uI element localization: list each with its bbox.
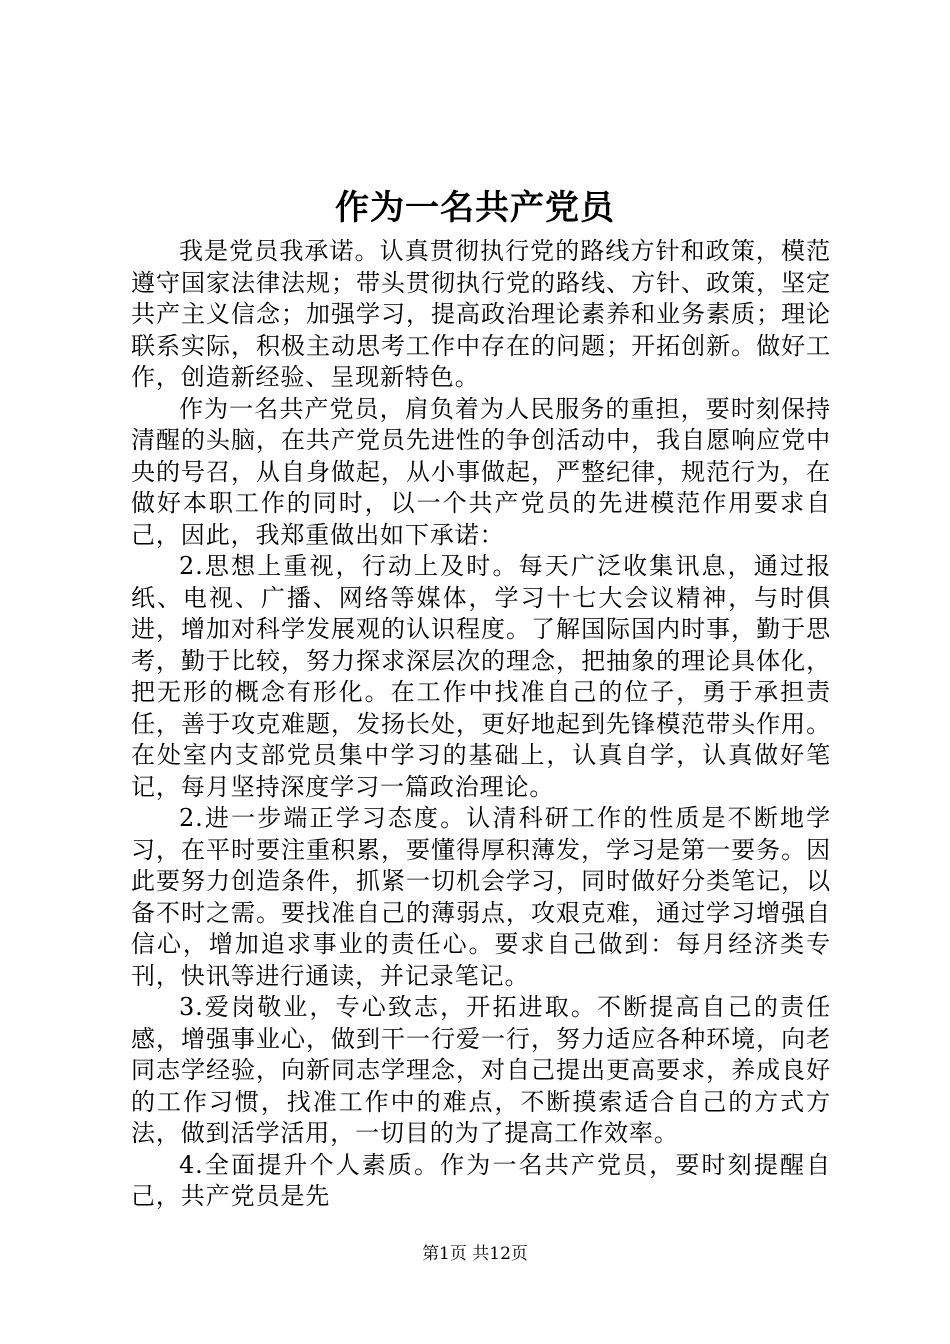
paragraph-item-quality: 4.全面提升个人素质。作为一名共产党员，要时刻提醒自己，共产党员是先 [131, 1150, 831, 1210]
document-body [131, 236, 831, 1213]
paragraph-item-dedication: 3.爱岗敬业，专心致志，开拓进取。不断提高自己的责任感，增强事业心，做到干一行爱一行，努力适应各种环境，向老同志学经验，向新同志学理念，对自己提出更高要求，养成良好的工作习惯，找准工作中的难点，不断摸索适合自己的方式方法，做到活学活用，一切目的为了提高工作效率。 [131, 993, 831, 1147]
document-title: 作为一名共产党员 [335, 188, 615, 228]
paragraph-responsibility: 作为一名共产党员，肩负着为人民服务的重担，要时刻保持清醒的头脑，在共产党员先进性的争创活动中，我自愿响应党中央的号召，从自身做起，从小事做起，严整纪律，规范行为，在做好本职工作的同时，以一个共产党员的先进模范作用要求自己，因此，我郑重做出如下承诺： [131, 394, 831, 549]
paragraph-item-thought: 2.思想上重视，行动上及时。每天广泛收集讯息，通过报纸、电视、广播、网络等媒体，学习十七大会议精神，与时俱进，增加对科学发展观的认识程度。了解国际国内时事，勤于思考，勤于比较，努力探求深层次的理念，把抽象的理论具体化，把无形的概念有形化。在工作中找准自己的位子，勇于承担责任，善于攻克难题，发扬长处，更好地起到先锋模范带头作用。在处室内支部党员集中学习的基础上，认真自学，认真做好笔记，每月坚持深度学习一篇政治理论。 [131, 552, 831, 801]
paragraph-pledge-intro: 我是党员我承诺。认真贯彻执行党的路线方针和政策，模范遵守国家法律法规；带头贯彻执行党的路线、方针、政策，坚定共产主义信念；加强学习，提高政治理论素养和业务素质；理论联系实际，积极主动思考工作中存在的问题；开拓创新。做好工作，创造新经验、呈现新特色。 [131, 237, 831, 391]
page-number-footer: 第1页 共12页 [422, 1244, 528, 1264]
paragraph-item-study-attitude: 2.进一步端正学习态度。认清科研工作的性质是不断地学习，在平时要注重积累，要懂得厚积薄发，学习是第一要务。因此要努力创造条件，抓紧一切机会学习，同时做好分类笔记，以备不时之需。要找准自己的薄弱点，攻艰克难，通过学习增强自信心，增加追求事业的责任心。要求自己做到：每月经济类专刊，快讯等进行通读，并记录笔记。 [131, 804, 831, 990]
